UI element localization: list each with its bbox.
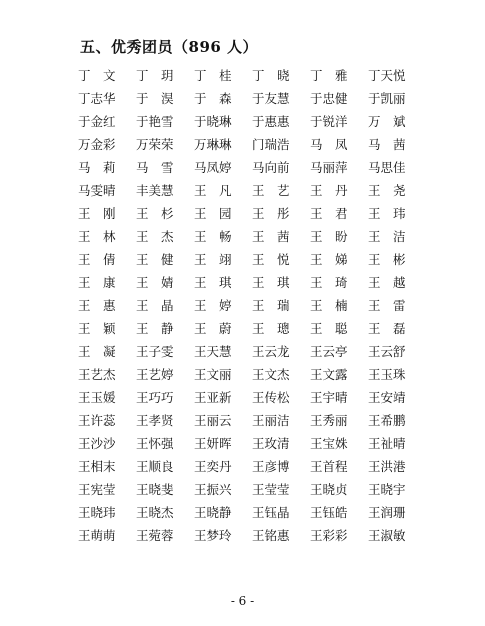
- name-entry: 王怀强: [136, 436, 174, 451]
- name-entry: 于友慧: [252, 91, 290, 106]
- name-entry: 王 林: [78, 229, 116, 244]
- name-entry: 马丽萍: [310, 160, 348, 175]
- name-entry: 丁天悦: [368, 68, 406, 83]
- name-entry: 于 淏: [136, 91, 174, 106]
- name-entry: 王玉媛: [78, 390, 116, 405]
- name-entry: 王 刚: [78, 206, 116, 221]
- name-entry: 王振兴: [194, 482, 232, 497]
- name-entry: 王相末: [78, 459, 116, 474]
- name-entry: 王 洁: [368, 229, 406, 244]
- name-entry: 王 盼: [310, 229, 348, 244]
- name-entry: 王彩彩: [310, 528, 348, 543]
- name-entry: 万金彩: [78, 137, 116, 152]
- name-entry: 王 晶: [136, 298, 174, 313]
- name-entry: 王秀丽: [310, 413, 348, 428]
- name-entry: 王 翊: [194, 252, 232, 267]
- name-entry: 王 瑞: [252, 298, 290, 313]
- name-entry: 王 琦: [310, 275, 348, 290]
- name-entry: 王 惠: [78, 298, 116, 313]
- name-entry: 王 婧: [136, 275, 174, 290]
- name-entry: 王洪港: [368, 459, 406, 474]
- name-entry: 王 凡: [194, 183, 232, 198]
- name-entry: 马思佳: [368, 160, 406, 175]
- name-entry: 王 康: [78, 275, 116, 290]
- name-entry: 于凯丽: [368, 91, 406, 106]
- name-entry: 王顺良: [136, 459, 174, 474]
- name-entry: 王安靖: [368, 390, 406, 405]
- name-entry: 万荣荣: [136, 137, 174, 152]
- name-entry: 王淑敏: [368, 528, 406, 543]
- name-entry: 王妍晖: [194, 436, 232, 451]
- name-entry: 王 静: [136, 321, 174, 336]
- name-entry: 于锐洋: [310, 114, 348, 129]
- name-entry: 王祉晴: [368, 436, 406, 451]
- name-entry: 万琳琳: [194, 137, 232, 152]
- name-entry: 王 楠: [310, 298, 348, 313]
- name-entry: 王菀蓉: [136, 528, 174, 543]
- name-entry: 王 蔚: [194, 321, 232, 336]
- name-entry: 王丽洁: [252, 413, 290, 428]
- name-entry: 于艳雪: [136, 114, 174, 129]
- name-entry: 丁 晓: [252, 68, 290, 83]
- name-entry: 王 杉: [136, 206, 174, 221]
- name-entry: 王玫清: [252, 436, 290, 451]
- name-entry: 于 森: [194, 91, 232, 106]
- name-entry: 马向前: [252, 160, 290, 175]
- name-entry: 王铭惠: [252, 528, 290, 543]
- name-entry: 王云龙: [252, 344, 290, 359]
- name-entry: 王文丽: [194, 367, 232, 382]
- name-entry: 王 彤: [252, 206, 290, 221]
- name-entry: 王莹莹: [252, 482, 290, 497]
- name-entry: 王 琪: [252, 275, 290, 290]
- name-entry: 门瑞浩: [252, 137, 290, 152]
- name-entry: 马 茜: [368, 137, 406, 152]
- name-entry: 王晓静: [194, 505, 232, 520]
- page-number: - 6 -: [230, 594, 255, 608]
- name-entry: 王 璁: [252, 321, 290, 336]
- name-entry: 王 丹: [310, 183, 348, 198]
- name-entry: 王 婷: [194, 298, 232, 313]
- name-entry: 王玉珠: [368, 367, 406, 382]
- name-entry: 王 颖: [78, 321, 116, 336]
- name-entry: 王许蕊: [78, 413, 116, 428]
- name-entry: 王彦博: [252, 459, 290, 474]
- name-entry: 王 悦: [252, 252, 290, 267]
- section-heading: 五、优秀团员（896 人）: [80, 38, 259, 56]
- name-entry: 王晓斐: [136, 482, 174, 497]
- name-entry: 王希鹏: [368, 413, 406, 428]
- name-entry: 王 凝: [78, 344, 116, 359]
- name-entry: 王沙沙: [78, 436, 116, 451]
- name-entry: 王晓杰: [136, 505, 174, 520]
- name-entry: 王奕丹: [194, 459, 232, 474]
- name-entry: 于忠健: [310, 91, 348, 106]
- name-entry: 王文杰: [252, 367, 290, 382]
- names-grid: [78, 64, 428, 547]
- name-entry: 丁 桂: [194, 68, 232, 83]
- name-entry: 王文露: [310, 367, 348, 382]
- name-entry: 马 雪: [136, 160, 174, 175]
- name-entry: 丁 文: [78, 68, 116, 83]
- name-entry: 王巧巧: [136, 390, 174, 405]
- name-entry: 王萌萌: [78, 528, 116, 543]
- name-entry: 王 玮: [368, 206, 406, 221]
- name-entry: 王宇晴: [310, 390, 348, 405]
- name-entry: 王 磊: [368, 321, 406, 336]
- name-entry: 丁志华: [78, 91, 116, 106]
- name-entry: 王 倩: [78, 252, 116, 267]
- name-entry: 王子雯: [136, 344, 174, 359]
- name-entry: 王 健: [136, 252, 174, 267]
- name-entry: 王晓宇: [368, 482, 406, 497]
- name-entry: 王晓玮: [78, 505, 116, 520]
- name-entry: 王 娣: [310, 252, 348, 267]
- name-entry: 王艺杰: [78, 367, 116, 382]
- name-entry: 王 畅: [194, 229, 232, 244]
- name-entry: 王 聪: [310, 321, 348, 336]
- name-entry: 王天慧: [194, 344, 232, 359]
- name-entry: 王丽云: [194, 413, 232, 428]
- name-entry: 王 雷: [368, 298, 406, 313]
- name-entry: 王 越: [368, 275, 406, 290]
- name-entry: 王亚新: [194, 390, 232, 405]
- name-entry: 王 园: [194, 206, 232, 221]
- name-entry: 王 杰: [136, 229, 174, 244]
- name-entry: 王云亭: [310, 344, 348, 359]
- name-entry: 万 斌: [368, 114, 406, 129]
- name-entry: 王 茜: [252, 229, 290, 244]
- name-entry: 马 莉: [78, 160, 116, 175]
- name-entry: 王传松: [252, 390, 290, 405]
- name-entry: 丁 雅: [310, 68, 348, 83]
- name-entry: 王宪莹: [78, 482, 116, 497]
- name-entry: 于晓琳: [194, 114, 232, 129]
- name-entry: 丁 玥: [136, 68, 174, 83]
- name-entry: 王首程: [310, 459, 348, 474]
- name-entry: 马雯晴: [78, 183, 116, 198]
- name-entry: 马凤婷: [194, 160, 232, 175]
- name-entry: 丰美慧: [136, 183, 174, 198]
- name-entry: 王钰晶: [252, 505, 290, 520]
- name-entry: 王润珊: [368, 505, 406, 520]
- name-entry: 王梦玲: [194, 528, 232, 543]
- name-entry: 王宝姝: [310, 436, 348, 451]
- name-entry: 王 艺: [252, 183, 290, 198]
- name-entry: 王钰皓: [310, 505, 348, 520]
- name-entry: 王 彬: [368, 252, 406, 267]
- name-entry: 王 君: [310, 206, 348, 221]
- name-entry: 王晓贞: [310, 482, 348, 497]
- name-entry: 于金红: [78, 114, 116, 129]
- name-entry: 马 凤: [310, 137, 348, 152]
- name-entry: 王云舒: [368, 344, 406, 359]
- name-entry: 于惠惠: [252, 114, 290, 129]
- name-entry: 王孝贤: [136, 413, 174, 428]
- name-entry: 王艺婷: [136, 367, 174, 382]
- name-entry: 王 尧: [368, 183, 406, 198]
- name-entry: 王 琪: [194, 275, 232, 290]
